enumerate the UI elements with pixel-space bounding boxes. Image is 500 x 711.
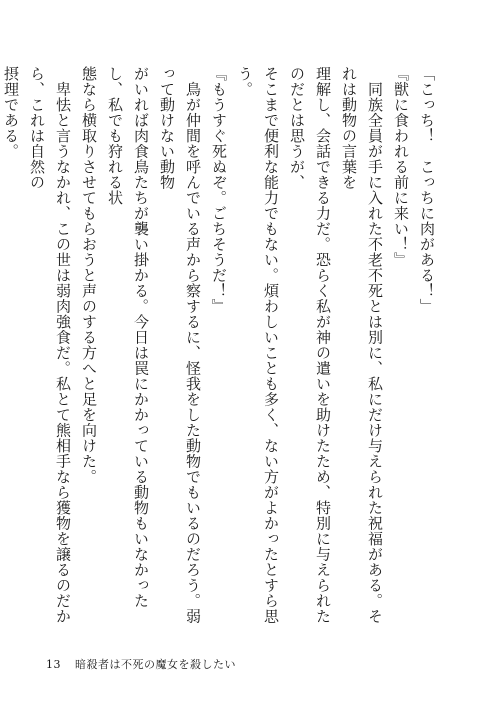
page-footer: [46, 656, 236, 672]
text-line: 同族全員が手に入れた不老不死とは別に、私にだけ与えられた祝福がある。それは動物の言葉を: [340, 66, 384, 624]
body-text: [2, 66, 440, 636]
page-number: 13: [46, 658, 61, 671]
text-line: 卑怯と言うなかれ、この世は弱肉強食だ。私とて熊相手なら獲物を譲るのだから、これは自然の: [28, 66, 72, 624]
text-line: 摂理である。: [2, 66, 20, 159]
text-line: そこまで便利な能力でもない。煩わしいことも多く、ない方がよかったとすら思う。: [236, 66, 280, 624]
book-title: 暗殺者は不死の魔女を殺したい: [75, 658, 236, 671]
text-line: 『獣に食われる前に来い！』: [392, 66, 410, 268]
text-line: 鳥が仲間を呼んでいる声から察するに、怪我をした動物でもいるのだろう。弱って動けない動物: [158, 66, 202, 624]
text-line: 「こっち！ こっちに肉がある！」: [418, 66, 436, 314]
text-line: 理解し、会話できる力だ。恐らく私が神の遣いを助けたため、特別に与えられたのだとは思うが、: [288, 66, 332, 624]
text-line: 態なら横取りさせてもらおうと声のする方へと足を向けた。: [80, 66, 98, 485]
text-line: がいれば肉食鳥たちが襲い掛かる。今日は罠にかかっている動物もいなかったし、私でも狩れる状: [106, 66, 150, 609]
text-line: 『もうすぐ死ぬぞ。ごちそうだ！』: [210, 66, 228, 314]
